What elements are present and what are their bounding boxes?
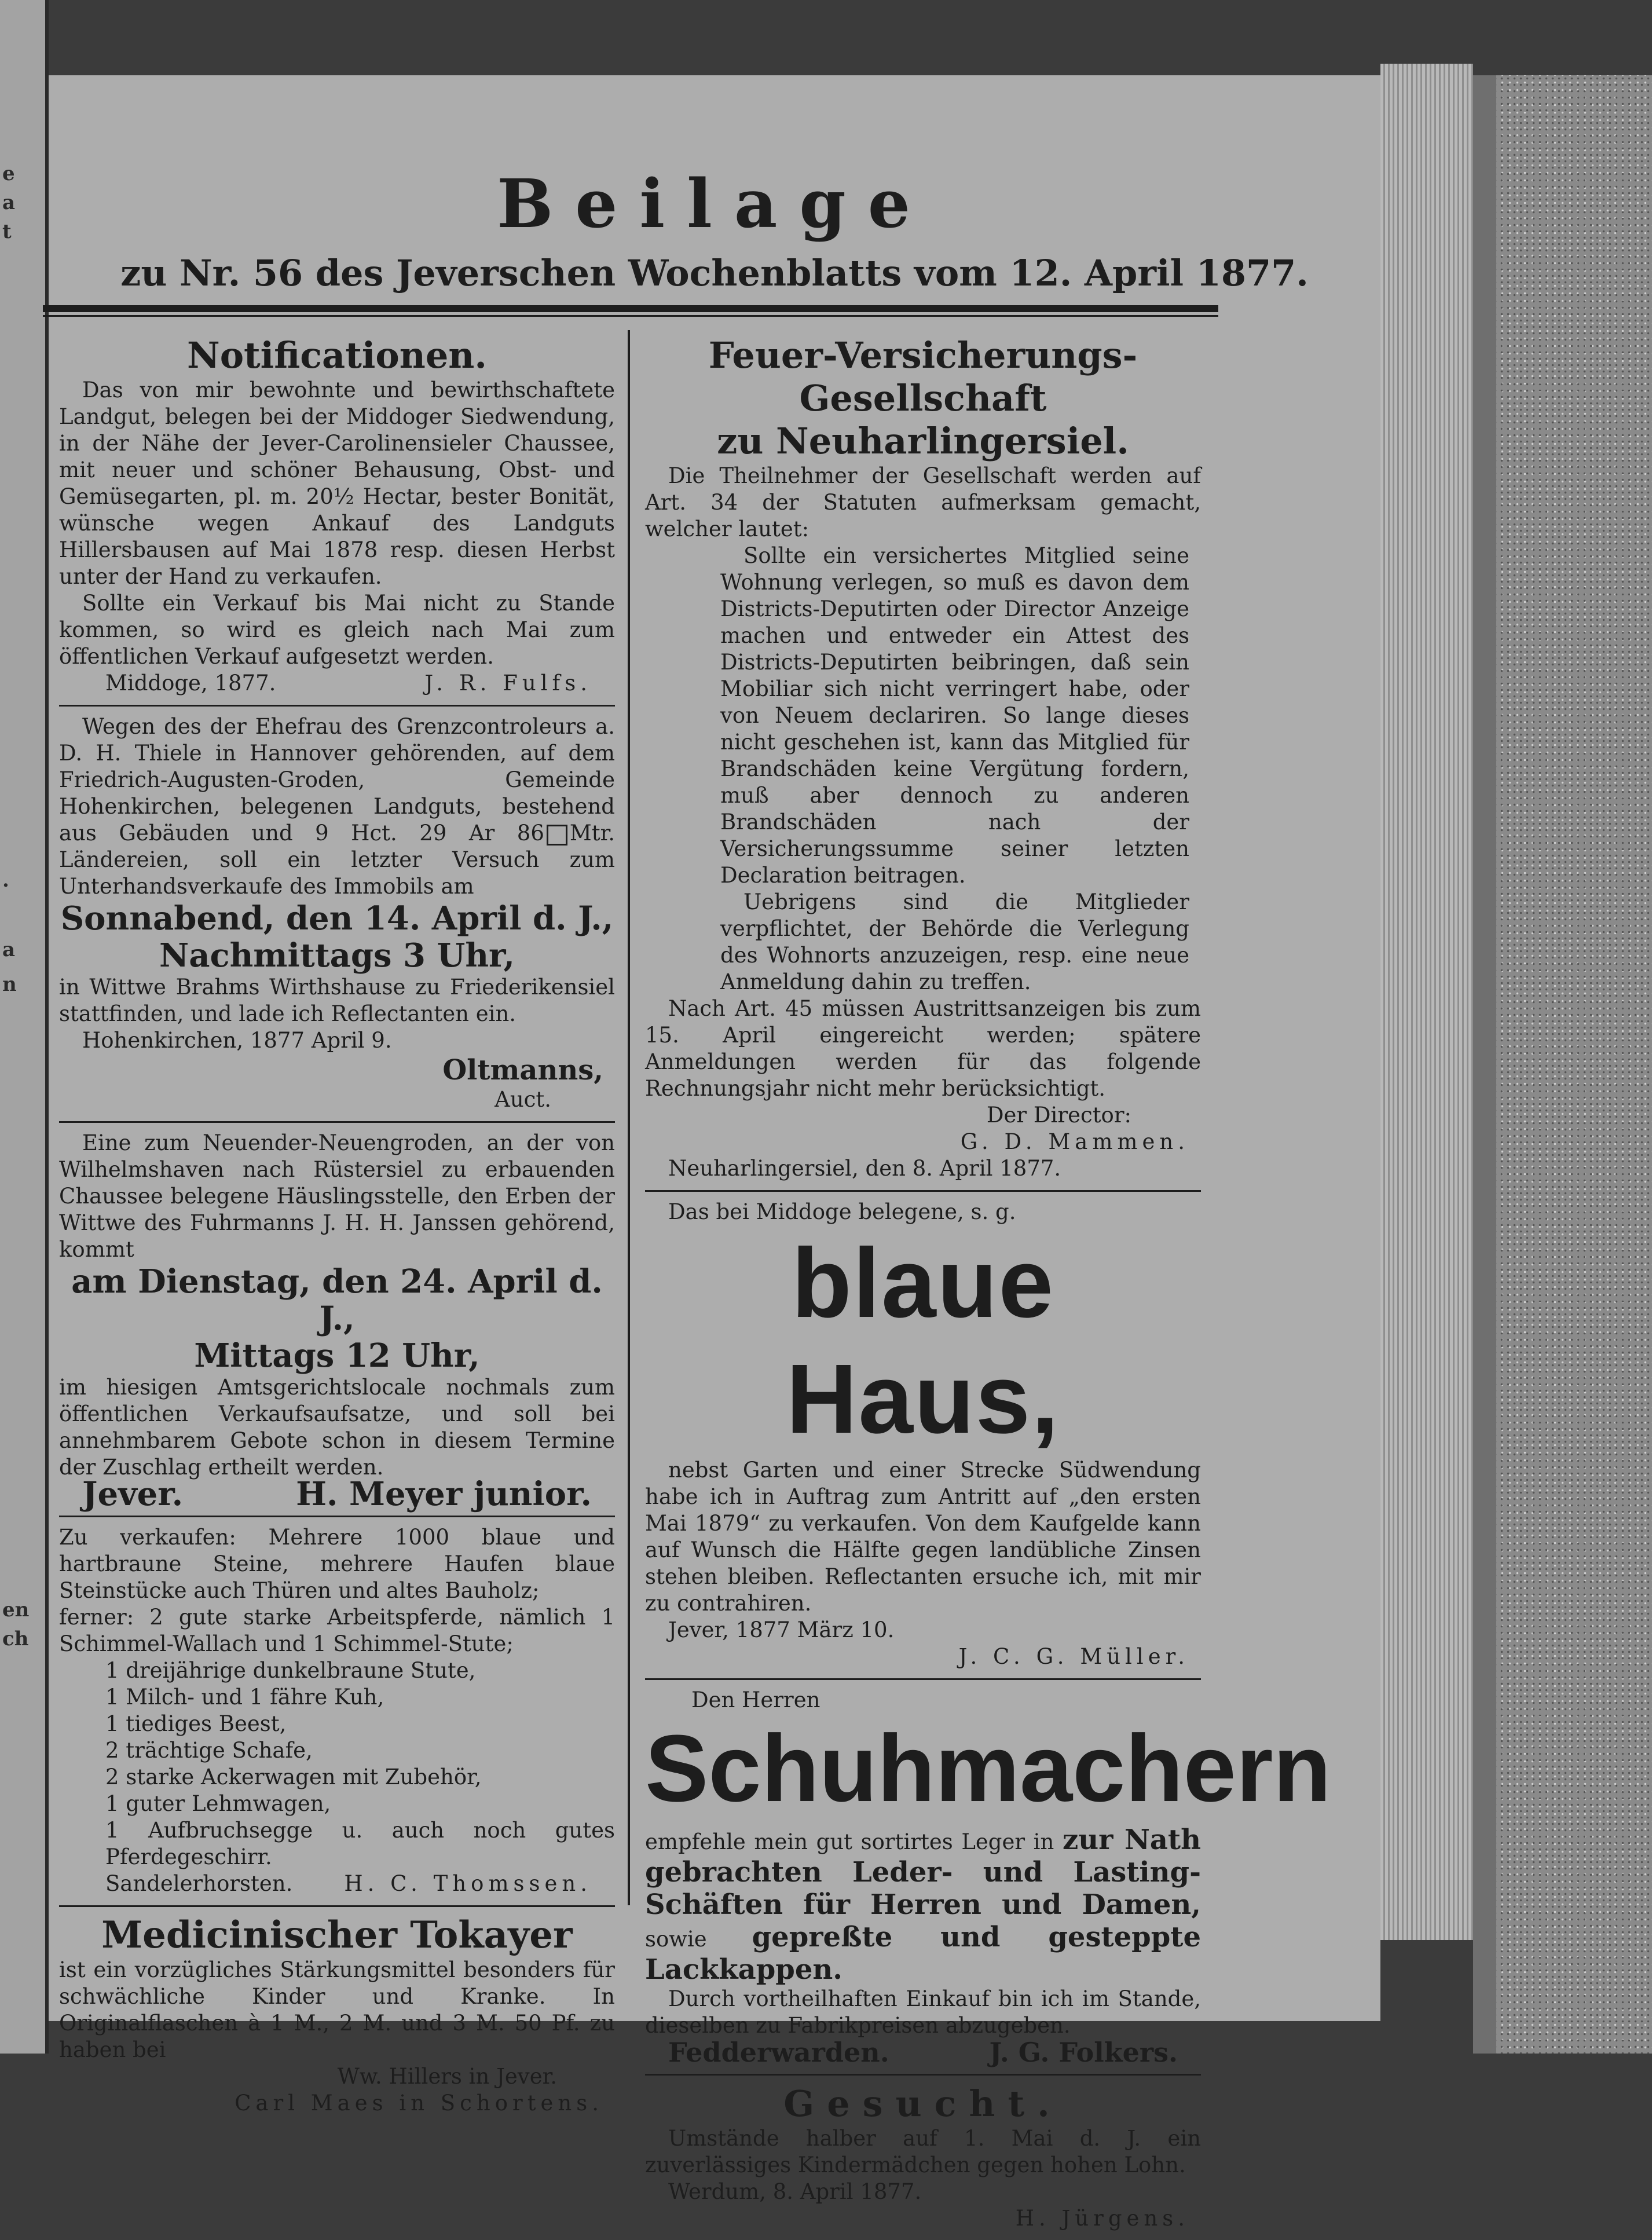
notice-place: Jever, 1877 März 10. <box>668 1617 895 1642</box>
notice-time: Mittags 12 Uhr, <box>194 1337 480 1375</box>
newspaper-page <box>49 75 1380 2231</box>
notice-body: im hiesigen Amtsgerichtslocale nochmals zum öffentlichen Verkaufsaufsatze, und soll bei annehmbarem Gebote schon in diesem Termine der Zuschlag ertheilt werden. <box>59 1375 615 1480</box>
edge-fragment: a <box>2 938 16 961</box>
edge-fragment: ch <box>2 1627 29 1650</box>
edge-fragment: . <box>2 869 9 892</box>
notice-landgut <box>59 327 615 707</box>
masthead-rule <box>43 305 1218 312</box>
notice-place: Jever. <box>82 1475 184 1513</box>
edge-fragment: a <box>2 191 16 214</box>
notice-signature-row <box>59 670 615 697</box>
notice-body: Durch vortheilhaften Einkauf bin ich im Stande, dieselben zu Fabrikpreisen abzugeben. <box>645 1986 1201 2038</box>
notice-zu-verkaufen <box>59 1517 615 1907</box>
notice-intro: Das bei Middoge belegene, s. g. <box>668 1199 1016 1224</box>
notice-signature: Ww. Hillers in Jever. <box>337 2064 557 2089</box>
notice-janssen <box>59 1123 615 1517</box>
notice-signature: Carl Maes in Schortens. <box>235 2091 603 2115</box>
masthead-rule-thin <box>43 315 1218 317</box>
notice-signature: J. G. Folkers. <box>989 2037 1178 2068</box>
notice-body-bold: gepreßte und gesteppte Lackkappen. <box>645 1921 1202 1986</box>
notice-place: Sandelerhorsten. <box>105 1871 293 1896</box>
book-page-edges <box>1380 64 1473 1940</box>
notice-body: Zu verkaufen: Mehrere 1000 blaue und hartbraune Steine, mehrere Haufen blaue Steinstücke auch Thüren und altes Bauholz; <box>59 1525 615 1603</box>
sale-item: 1 tiediges Beest, <box>105 1711 287 1736</box>
notice-headline: blaue Haus, <box>786 1228 1060 1454</box>
notice-heading: zu Neuharlingersiel. <box>717 420 1129 462</box>
notice-body: ist ein vorzügliches Stärkungsmittel besonders für schwächliche Kinder und Kranke. In Originalflaschen à 1 M., 2 M. und 3 M. 50 Pf. zu haben bei <box>59 1957 615 2062</box>
column-divider <box>628 330 630 1905</box>
notice-body-part: Mtr. Ländereien, soll ein letzter Versuch zum Unterhandsverkaufe des Immobils am <box>59 821 615 899</box>
notice-place: Werdum, 8. April 1877. <box>668 2179 922 2204</box>
notice-signature: G. D. Mammen. <box>960 1129 1189 1154</box>
notice-date: am Dienstag, den 24. April d. J., <box>71 1262 603 1338</box>
notice-body: ferner: 2 gute starke Arbeitspferde, nämlich 1 Schimmel-Wallach und 1 Schimmel-Stute; <box>59 1605 615 1656</box>
notice-body: Das von mir bewohnte und bewirthschaftete Landgut, belegen bei der Middoger Siedwendung, in der Nähe der Jever-Carolinensieler Chaussee, mit neuer und schöner Behausung, Obst- und Gemüsegarten, pl. m. 20½ Hectar, bester Bonität, wünsche wegen Ankauf des Landguts Hillersbausen auf Mai 1878 resp. diesen Herbst unter der Hand zu verkaufen. <box>59 378 615 589</box>
sale-item: 1 Milch- und 1 fähre Kuh, <box>105 1685 384 1710</box>
notice-heading: Feuer-Versicherungs-Gesellschaft <box>708 334 1138 419</box>
notice-body: Umstände halber auf 1. Mai d. J. ein zuverlässiges Kindermädchen gegen hohen Lohn. <box>645 2126 1201 2177</box>
notice-headline: Schuhmachern <box>645 1715 1331 1821</box>
notice-gesucht <box>645 2076 1201 2240</box>
edge-fragment: n <box>2 973 17 996</box>
notice-body-part: empfehle mein gut sortirtes Leger in <box>645 1829 1054 1854</box>
right-column <box>645 327 1331 2240</box>
book-cover <box>1473 75 1652 2054</box>
notice-signature: H. Meyer junior. <box>296 1475 592 1513</box>
notice-role: Der Director: <box>986 1103 1131 1128</box>
notice-body: Eine zum Neuender-Neuengroden, an der von Wilhelmshaven nach Rüstersiel zu erbauenden Chaussee belegene Häuslingsstelle, den Erben der Wittwe des Fuhrmanns J. H. H. Janssen gehörend, kommt <box>59 1130 615 1262</box>
notice-quote: Sollte ein versichertes Mitglied seine Wohnung verlegen, so muß es davon dem Districts-Deputirten oder Director Anzeige machen und entweder ein Attest des Districts-Deputirten beibringen, daß sein Mobiliar sich nicht verringert habe, oder von Neuem declariren. So lange dieses nicht geschehen ist, kann das Mitglied für Brandschäden keine Vergütung fordern, muß aber dennoch zu anderen Brandschäden nach der Versicherungssumme seiner letzten Declaration beitragen. <box>720 543 1189 888</box>
notice-body-part: Wegen des der Ehefrau des Grenzcontroleurs a. D. H. Thiele in Hannover gehörenden, auf dem Friedrich-Augusten-Groden, Gemeinde Hohenkirchen, belegenen Landguts, bestehend aus Gebäuden und 9 Hct. 29 Ar 86 <box>59 714 615 846</box>
notice-place: Neuharlingersiel, den 8. April 1877. <box>668 1156 1061 1181</box>
notice-body: nebst Garten und einer Strecke Südwendung habe ich in Auftrag zum Antritt auf „den ersten Mai 1879“ zu verkaufen. Von dem Kaufgelde kann auf Wunsch die Hälfte gegen landübliche Zinsen stehen bleiben. Reflectanten ersuche ich, mit mir zu contrahiren. <box>645 1458 1201 1616</box>
sale-item: 2 starke Ackerwagen mit Zubehör, <box>105 1765 482 1789</box>
adjacent-page-edge <box>0 0 49 2054</box>
notice-signature: H. Jürgens. <box>1015 2206 1189 2231</box>
notice-body: Sollte ein Verkauf bis Mai nicht zu Stande kommen, so wird es gleich nach Mai zum öffentlichen Verkauf aufgesetzt werden. <box>59 591 615 669</box>
book-cover-spine <box>1473 75 1496 2054</box>
notice-place: Middoge, 1877. <box>105 671 276 696</box>
notice-place: Hohenkirchen, 1877 April 9. <box>82 1028 392 1053</box>
notice-heading: Medicinischer Tokayer <box>101 1913 573 1957</box>
notice-tokayer <box>59 1907 615 2125</box>
notice-body: Nach Art. 45 müssen Austrittsanzeigen bis zum 15. April eingereicht werden; spätere Anmeldungen werden für das folgende Rechnungsjahr nicht mehr berücksichtigt. <box>645 996 1201 1101</box>
notice-body-bold: zur Nath gebrachten Leder- und Lasting-Schäften für Herren und Damen, <box>645 1824 1201 1921</box>
notice-signature: J. C. G. Müller. <box>958 1644 1189 1669</box>
notice-signature-title: Auct. <box>494 1087 551 1112</box>
notice-signature: H. C. Thomssen. <box>344 1871 592 1896</box>
notice-thiele <box>59 707 615 1123</box>
notice-blaue-haus <box>645 1192 1201 1680</box>
notice-signature-row <box>59 1871 615 1897</box>
edge-fragment: en <box>2 1598 30 1622</box>
notice-schuhmachern <box>645 1680 1331 2076</box>
notice-body: in Wittwe Brahms Wirthshause zu Friederikensiel stattfinden, und lade ich Reflectanten ein. <box>59 975 615 1026</box>
notice-place: Fedderwarden. <box>668 2037 889 2068</box>
notice-signature-row <box>59 1475 615 1513</box>
edge-fragment: e <box>2 162 15 185</box>
notice-time: Nachmittags 3 Uhr, <box>159 936 515 975</box>
notice-heading: Gesucht. <box>783 2082 1063 2125</box>
notice-signature: Oltmanns, <box>442 1054 603 1086</box>
notice-intro: Den Herren <box>691 1688 820 1712</box>
notice-quote: Uebrigens sind die Mitglieder verpflichtet, der Behörde die Verlegung des Wohnorts anzuzeigen, resp. eine neue Anmeldung dahin zu treffen. <box>720 890 1189 994</box>
sale-item: 1 dreijährige dunkelbraune Stute, <box>105 1658 476 1683</box>
notice-body-part: sowie <box>645 1927 707 1952</box>
square-symbol <box>547 825 567 846</box>
notice-signature: J. R. Fulfs. <box>424 671 592 696</box>
notice-body <box>59 713 615 900</box>
sale-item: 2 trächtige Schafe, <box>105 1738 313 1763</box>
notice-feuerversicherung <box>645 327 1201 1192</box>
notice-body: Die Theilnehmer der Gesellschaft werden auf Art. 34 der Statuten aufmerksam gemacht, welcher lautet: <box>645 463 1201 541</box>
left-column <box>59 327 615 2125</box>
sale-item: 1 Aufbruchsegge u. auch noch gutes Pferdegeschirr. <box>105 1818 615 1869</box>
sale-item: 1 guter Lehmwagen, <box>105 1791 331 1816</box>
notice-body <box>645 1824 1201 1986</box>
edge-fragment: t <box>2 220 12 243</box>
notice-date: Sonnabend, den 14. April d. J., <box>60 899 614 938</box>
notice-signature-row <box>645 2039 1201 2066</box>
masthead-subtitle: zu Nr. 56 des Jeverschen Wochenblatts vom 12. April 1877. <box>120 252 1309 294</box>
notice-heading: Notificationen. <box>187 334 487 376</box>
masthead-title: Beilage <box>497 165 932 243</box>
